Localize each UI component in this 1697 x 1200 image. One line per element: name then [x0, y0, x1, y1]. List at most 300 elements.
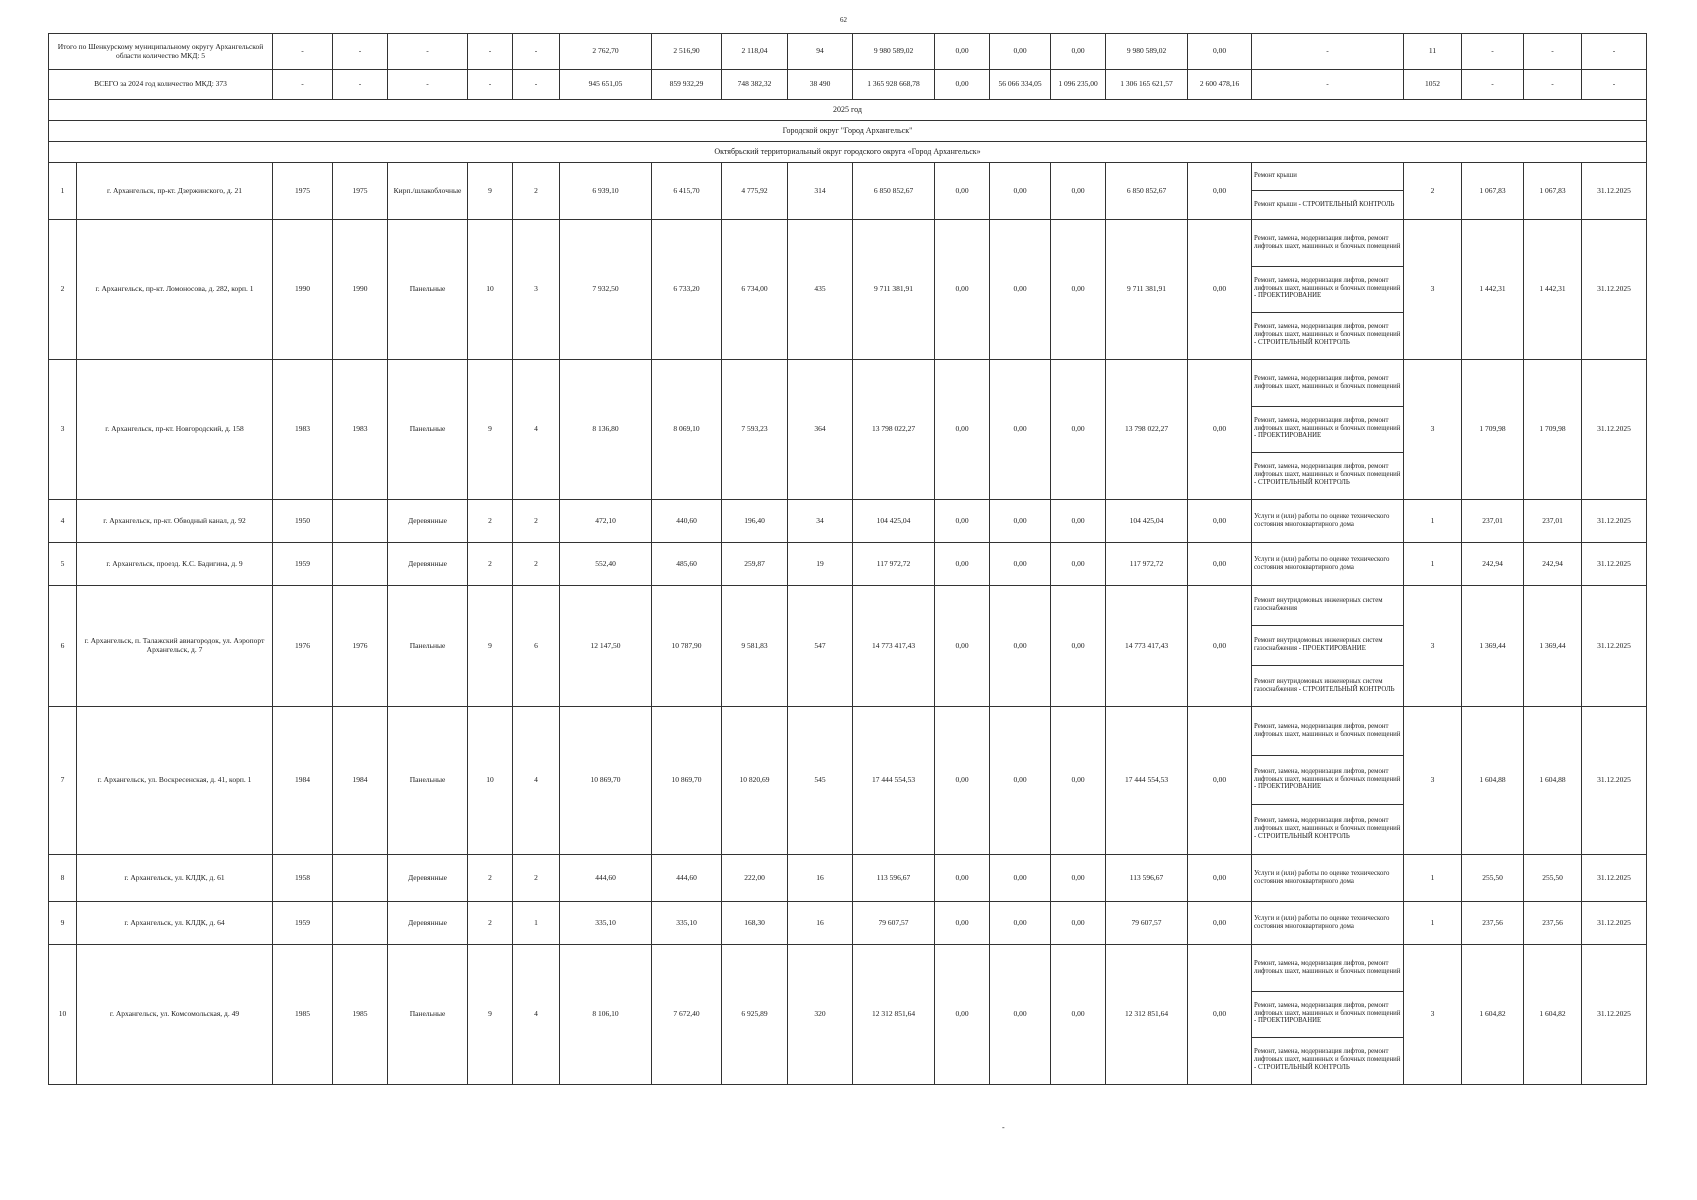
cell-f1: 0,00 — [935, 707, 990, 855]
cell-f1: 0,00 — [935, 360, 990, 500]
cell-f4: 14 773 417,43 — [1106, 586, 1188, 707]
summary-cell-owners_area: 2 118,04 — [722, 34, 788, 70]
cell-a2: 7 672,40 — [652, 945, 722, 1085]
cell-lc: 1 709,98 — [1524, 360, 1582, 500]
cell-f5: 0,00 — [1188, 360, 1252, 500]
cell-a1: 6 939,10 — [560, 163, 652, 220]
cell-cost: 13 798 022,27 — [853, 360, 935, 500]
cell-wc: 1 — [1404, 543, 1462, 586]
cell-f2: 0,00 — [990, 543, 1051, 586]
work-item-text: Ремонт, замена, модернизация лифтов, ремонт лифтовых шахт, машинных и блочных помещений - СТРОИТЕЛЬНЫЙ КОНТРОЛЬ — [1254, 817, 1401, 840]
cell-y1: 1975 — [273, 163, 333, 220]
summary-cell-deadline: - — [1582, 34, 1647, 70]
cell-f1: 0,00 — [935, 543, 990, 586]
cell-ent: 1 — [513, 902, 560, 945]
cell-fl: 9 — [468, 586, 513, 707]
summary-row — [49, 34, 1647, 70]
cell-a1: 444,60 — [560, 855, 652, 902]
cell-uc: 237,56 — [1462, 902, 1524, 945]
cell-f3: 0,00 — [1051, 220, 1106, 360]
cell-a1: 552,40 — [560, 543, 652, 586]
cell-f3: 0,00 — [1051, 855, 1106, 902]
cell-uc: 1 442,31 — [1462, 220, 1524, 360]
cell-a2: 6 415,70 — [652, 163, 722, 220]
summary-cell-total_area: 945 651,05 — [560, 70, 652, 100]
cell-a1: 472,10 — [560, 500, 652, 543]
section-header-district: Октябрьский территориальный округ городского округа «Город Архангельск» — [49, 142, 1647, 163]
cell-f2: 0,00 — [990, 707, 1051, 855]
cell-y2: 1976 — [333, 586, 388, 707]
cell-y1: 1959 — [273, 543, 333, 586]
section-header-row — [49, 100, 1647, 121]
summary-cell-c5: - — [513, 34, 560, 70]
cell-y2: 1984 — [333, 707, 388, 855]
summary-cell-works: - — [1252, 70, 1404, 100]
summary-cell-fund_fr: 0,00 — [935, 34, 990, 70]
work-item — [1252, 407, 1403, 453]
work-item — [1252, 756, 1403, 805]
cell-fl: 9 — [468, 360, 513, 500]
cell-a3: 6 925,89 — [722, 945, 788, 1085]
summary-cell-unit_cost: - — [1462, 70, 1524, 100]
cell-addr: г. Архангельск, пр-кт. Ломоносова, д. 282, корп. 1 — [77, 220, 273, 360]
cell-addr: г. Архангельск, проезд. К.С. Бадигина, д. 9 — [77, 543, 273, 586]
table-row — [49, 163, 1647, 220]
cell-ent: 4 — [513, 707, 560, 855]
summary-cell-total_area: 2 762,70 — [560, 34, 652, 70]
cell-f2: 0,00 — [990, 855, 1051, 902]
work-item — [1252, 946, 1403, 992]
cell-a3: 222,00 — [722, 855, 788, 902]
cell-a3: 168,30 — [722, 902, 788, 945]
cell-wc: 3 — [1404, 586, 1462, 707]
summary-cell-fund_local: 1 096 235,00 — [1051, 70, 1106, 100]
cell-f4: 113 596,67 — [1106, 855, 1188, 902]
cell-wc: 3 — [1404, 220, 1462, 360]
cell-f4: 117 972,72 — [1106, 543, 1188, 586]
cell-n: 4 — [49, 500, 77, 543]
cell-cost: 17 444 554,53 — [853, 707, 935, 855]
cell-ent: 4 — [513, 360, 560, 500]
cell-cost: 6 850 852,67 — [853, 163, 935, 220]
cell-dl: 31.12.2025 — [1582, 543, 1647, 586]
table-row — [49, 586, 1647, 707]
cell-uc: 255,50 — [1462, 855, 1524, 902]
cell-f3: 0,00 — [1051, 945, 1106, 1085]
cell-a2: 8 069,10 — [652, 360, 722, 500]
cell-fl: 2 — [468, 855, 513, 902]
cell-ent: 3 — [513, 220, 560, 360]
work-item — [1252, 707, 1403, 756]
cell-uc: 1 369,44 — [1462, 586, 1524, 707]
cell-lc: 1 067,83 — [1524, 163, 1582, 220]
work-item-text: Ремонт, замена, модернизация лифтов, ремонт лифтовых шахт, машинных и блочных помещений - СТРОИТЕЛЬНЫЙ КОНТРОЛЬ — [1254, 463, 1401, 486]
cell-res: 545 — [788, 707, 853, 855]
cell-f2: 0,00 — [990, 945, 1051, 1085]
cell-n: 7 — [49, 707, 77, 855]
cell-lc: 255,50 — [1524, 855, 1582, 902]
cell-dl: 31.12.2025 — [1582, 707, 1647, 855]
cell-y1: 1958 — [273, 855, 333, 902]
cell-wc: 3 — [1404, 707, 1462, 855]
summary-cell-c2: - — [333, 34, 388, 70]
summary-cell-c3: - — [388, 34, 468, 70]
cell-f3: 0,00 — [1051, 586, 1106, 707]
cell-f1: 0,00 — [935, 902, 990, 945]
summary-label: Итого по Шенкурскому муниципальному округу Архангельской области количество МКД: 5 — [49, 34, 273, 70]
work-item-text: Услуги и (или) работы по оценке технического состояния многоквартирного дома — [1254, 914, 1390, 930]
cell-f4: 9 711 381,91 — [1106, 220, 1188, 360]
summary-cell-fund_fr: 0,00 — [935, 70, 990, 100]
summary-cell-c3: - — [388, 70, 468, 100]
cell-f5: 0,00 — [1188, 945, 1252, 1085]
cell-n: 9 — [49, 902, 77, 945]
cell-f5: 0,00 — [1188, 902, 1252, 945]
cell-f5: 0,00 — [1188, 586, 1252, 707]
work-item — [1252, 500, 1403, 542]
works-cell — [1252, 500, 1404, 543]
section-header-city: Городской округ "Город Архангельск" — [49, 121, 1647, 142]
cell-mat: Кирп./шлакоблочные — [388, 163, 468, 220]
cell-f3: 0,00 — [1051, 500, 1106, 543]
cell-fl: 2 — [468, 902, 513, 945]
cell-mat: Панельные — [388, 945, 468, 1085]
work-item-text: Ремонт внутридомовых инженерных систем газоснабжения - СТРОИТЕЛЬНЫЙ КОНТРОЛЬ — [1254, 677, 1395, 693]
cell-f2: 0,00 — [990, 586, 1051, 707]
cell-mat: Панельные — [388, 707, 468, 855]
table-row — [49, 220, 1647, 360]
table-row — [49, 902, 1647, 945]
work-item — [1252, 992, 1403, 1038]
work-item — [1252, 1038, 1403, 1084]
summary-cell-c1: - — [273, 70, 333, 100]
table-row — [49, 855, 1647, 902]
cell-ent: 2 — [513, 500, 560, 543]
repair-program-table — [48, 33, 1647, 1085]
summary-cell-fund_owners: 9 980 589,02 — [1106, 34, 1188, 70]
summary-cell-c4: - — [468, 70, 513, 100]
section-header-row — [49, 142, 1647, 163]
cell-dl: 31.12.2025 — [1582, 360, 1647, 500]
cell-n: 1 — [49, 163, 77, 220]
work-item-text: Ремонт, замена, модернизация лифтов, ремонт лифтовых шахт, машинных и блочных помещений - СТРОИТЕЛЬНЫЙ КОНТРОЛЬ — [1254, 1048, 1401, 1071]
cell-addr: г. Архангельск, пр-кт. Дзержинского, д. 21 — [77, 163, 273, 220]
work-item — [1252, 361, 1403, 407]
cell-a3: 6 734,00 — [722, 220, 788, 360]
table-row — [49, 360, 1647, 500]
cell-f5: 0,00 — [1188, 163, 1252, 220]
cell-dl: 31.12.2025 — [1582, 855, 1647, 902]
cell-fl: 10 — [468, 707, 513, 855]
summary-cell-fund_region: 0,00 — [990, 34, 1051, 70]
cell-y2 — [333, 902, 388, 945]
work-item — [1252, 855, 1403, 901]
cell-y1: 1990 — [273, 220, 333, 360]
cell-ent: 2 — [513, 855, 560, 902]
cell-uc: 1 067,83 — [1462, 163, 1524, 220]
works-cell — [1252, 163, 1404, 220]
cell-lc: 237,01 — [1524, 500, 1582, 543]
work-item — [1252, 163, 1403, 191]
cell-n: 3 — [49, 360, 77, 500]
footer-mark: - — [1002, 1123, 1005, 1132]
work-item-text: Ремонт крыши — [1254, 172, 1297, 180]
summary-cell-unit_cost: - — [1462, 34, 1524, 70]
work-item — [1252, 221, 1403, 267]
section-header-row — [49, 121, 1647, 142]
cell-ent: 6 — [513, 586, 560, 707]
work-item — [1252, 453, 1403, 499]
cell-wc: 3 — [1404, 360, 1462, 500]
cell-n: 8 — [49, 855, 77, 902]
summary-cell-residents: 94 — [788, 34, 853, 70]
cell-f2: 0,00 — [990, 220, 1051, 360]
cell-f3: 0,00 — [1051, 360, 1106, 500]
works-cell — [1252, 586, 1404, 707]
cell-f4: 17 444 554,53 — [1106, 707, 1188, 855]
summary-cell-residents: 38 490 — [788, 70, 853, 100]
cell-f5: 0,00 — [1188, 855, 1252, 902]
cell-y2 — [333, 543, 388, 586]
cell-addr: г. Архангельск, п. Талажский авиагородок, ул. Аэропорт Архангельск, д. 7 — [77, 586, 273, 707]
cell-a1: 335,10 — [560, 902, 652, 945]
cell-a2: 335,10 — [652, 902, 722, 945]
work-item-text: Ремонт внутридомовых инженерных систем газоснабжения - ПРОЕКТИРОВАНИЕ — [1254, 637, 1383, 652]
cell-addr: г. Архангельск, ул. Комсомольская, д. 49 — [77, 945, 273, 1085]
summary-cell-works: - — [1252, 34, 1404, 70]
cell-dl: 31.12.2025 — [1582, 220, 1647, 360]
cell-dl: 31.12.2025 — [1582, 163, 1647, 220]
cell-f1: 0,00 — [935, 945, 990, 1085]
cell-y1: 1985 — [273, 945, 333, 1085]
cell-f1: 0,00 — [935, 220, 990, 360]
cell-f3: 0,00 — [1051, 163, 1106, 220]
work-item-text: Ремонт, замена, модернизация лифтов, ремонт лифтовых шахт, машинных и блочных помещений - ПРОЕКТИРОВАНИЕ — [1254, 1001, 1401, 1025]
cell-addr: г. Архангельск, ул. КЛДК, д. 61 — [77, 855, 273, 902]
summary-cell-total_cost: 1 365 928 668,78 — [853, 70, 935, 100]
work-item-text: Ремонт, замена, модернизация лифтов, ремонт лифтовых шахт, машинных и блочных помещений - ПРОЕКТИРОВАНИЕ — [1254, 276, 1401, 300]
cell-dl: 31.12.2025 — [1582, 500, 1647, 543]
work-item-text: Ремонт, замена, модернизация лифтов, ремонт лифтовых шахт, машинных и блочных помещений — [1254, 234, 1401, 250]
cell-addr: г. Архангельск, пр-кт. Обводный канал, д. 92 — [77, 500, 273, 543]
cell-lc: 237,56 — [1524, 902, 1582, 945]
cell-y2: 1983 — [333, 360, 388, 500]
work-item — [1252, 543, 1403, 585]
cell-uc: 1 604,82 — [1462, 945, 1524, 1085]
summary-cell-works_count: 11 — [1404, 34, 1462, 70]
summary-cell-c4: - — [468, 34, 513, 70]
summary-cell-living_area: 859 932,29 — [652, 70, 722, 100]
work-item-text: Ремонт, замена, модернизация лифтов, ремонт лифтовых шахт, машинных и блочных помещений — [1254, 959, 1401, 975]
work-item — [1252, 902, 1403, 944]
cell-wc: 3 — [1404, 945, 1462, 1085]
cell-uc: 1 709,98 — [1462, 360, 1524, 500]
cell-res: 19 — [788, 543, 853, 586]
table-row — [49, 707, 1647, 855]
cell-dl: 31.12.2025 — [1582, 586, 1647, 707]
cell-lc: 1 369,44 — [1524, 586, 1582, 707]
cell-mat: Деревянные — [388, 902, 468, 945]
cell-a3: 9 581,83 — [722, 586, 788, 707]
cell-res: 314 — [788, 163, 853, 220]
works-cell — [1252, 855, 1404, 902]
cell-f3: 0,00 — [1051, 543, 1106, 586]
cell-uc: 1 604,88 — [1462, 707, 1524, 855]
cell-f3: 0,00 — [1051, 707, 1106, 855]
cell-a2: 10 787,90 — [652, 586, 722, 707]
cell-f2: 0,00 — [990, 360, 1051, 500]
works-cell — [1252, 543, 1404, 586]
work-item — [1252, 313, 1403, 359]
summary-cell-limit_cost: - — [1524, 70, 1582, 100]
cell-f5: 0,00 — [1188, 543, 1252, 586]
cell-ent: 4 — [513, 945, 560, 1085]
cell-a2: 440,60 — [652, 500, 722, 543]
summary-cell-fund_local: 0,00 — [1051, 34, 1106, 70]
works-cell — [1252, 220, 1404, 360]
cell-f2: 0,00 — [990, 500, 1051, 543]
work-item — [1252, 626, 1403, 666]
cell-mat: Панельные — [388, 586, 468, 707]
cell-lc: 242,94 — [1524, 543, 1582, 586]
cell-cost: 9 711 381,91 — [853, 220, 935, 360]
cell-f4: 79 607,57 — [1106, 902, 1188, 945]
cell-fl: 2 — [468, 543, 513, 586]
cell-res: 34 — [788, 500, 853, 543]
cell-a3: 196,40 — [722, 500, 788, 543]
cell-lc: 1 604,82 — [1524, 945, 1582, 1085]
cell-wc: 1 — [1404, 902, 1462, 945]
cell-res: 435 — [788, 220, 853, 360]
cell-y1: 1976 — [273, 586, 333, 707]
cell-a1: 8 136,80 — [560, 360, 652, 500]
page-number: 62 — [840, 16, 847, 24]
cell-a1: 12 147,50 — [560, 586, 652, 707]
cell-y2: 1990 — [333, 220, 388, 360]
cell-wc: 1 — [1404, 855, 1462, 902]
works-cell — [1252, 707, 1404, 855]
cell-dl: 31.12.2025 — [1582, 902, 1647, 945]
work-item-text: Ремонт внутридомовых инженерных систем газоснабжения — [1254, 597, 1383, 612]
cell-f5: 0,00 — [1188, 220, 1252, 360]
cell-a2: 10 869,70 — [652, 707, 722, 855]
cell-fl: 2 — [468, 500, 513, 543]
cell-a3: 4 775,92 — [722, 163, 788, 220]
works-cell — [1252, 360, 1404, 500]
cell-lc: 1 604,88 — [1524, 707, 1582, 855]
cell-f4: 13 798 022,27 — [1106, 360, 1188, 500]
cell-a2: 485,60 — [652, 543, 722, 586]
work-item-text: Ремонт, замена, модернизация лифтов, ремонт лифтовых шахт, машинных и блочных помещений - ПРОЕКТИРОВАНИЕ — [1254, 767, 1401, 791]
cell-dl: 31.12.2025 — [1582, 945, 1647, 1085]
cell-n: 2 — [49, 220, 77, 360]
work-item — [1252, 666, 1403, 706]
summary-row — [49, 70, 1647, 100]
cell-f4: 6 850 852,67 — [1106, 163, 1188, 220]
cell-y1: 1983 — [273, 360, 333, 500]
summary-cell-deadline: - — [1582, 70, 1647, 100]
cell-fl: 9 — [468, 945, 513, 1085]
cell-f4: 104 425,04 — [1106, 500, 1188, 543]
cell-a2: 6 733,20 — [652, 220, 722, 360]
cell-a1: 7 932,50 — [560, 220, 652, 360]
table-row — [49, 500, 1647, 543]
work-item-text: Услуги и (или) работы по оценке технического состояния многоквартирного дома — [1254, 869, 1390, 885]
cell-wc: 1 — [1404, 500, 1462, 543]
cell-cost: 14 773 417,43 — [853, 586, 935, 707]
table-row — [49, 945, 1647, 1085]
cell-fl: 9 — [468, 163, 513, 220]
cell-res: 364 — [788, 360, 853, 500]
summary-cell-total_cost: 9 980 589,02 — [853, 34, 935, 70]
cell-y2 — [333, 855, 388, 902]
works-cell — [1252, 945, 1404, 1085]
cell-a3: 7 593,23 — [722, 360, 788, 500]
work-item — [1252, 805, 1403, 854]
cell-uc: 237,01 — [1462, 500, 1524, 543]
cell-a1: 8 106,10 — [560, 945, 652, 1085]
cell-addr: г. Архангельск, ул. Воскресенская, д. 41, корп. 1 — [77, 707, 273, 855]
work-item-text: Ремонт, замена, модернизация лифтов, ремонт лифтовых шахт, машинных и блочных помещений - ПРОЕКТИРОВАНИЕ — [1254, 416, 1401, 440]
cell-cost: 104 425,04 — [853, 500, 935, 543]
summary-cell-works_count: 1052 — [1404, 70, 1462, 100]
cell-mat: Панельные — [388, 360, 468, 500]
cell-res: 547 — [788, 586, 853, 707]
cell-uc: 242,94 — [1462, 543, 1524, 586]
cell-y1: 1959 — [273, 902, 333, 945]
cell-f3: 0,00 — [1051, 902, 1106, 945]
cell-f5: 0,00 — [1188, 707, 1252, 855]
cell-y2: 1985 — [333, 945, 388, 1085]
cell-cost: 12 312 851,64 — [853, 945, 935, 1085]
work-item-text: Услуги и (или) работы по оценке технического состояния многоквартирного дома — [1254, 512, 1390, 528]
cell-cost: 117 972,72 — [853, 543, 935, 586]
summary-cell-limit_cost: - — [1524, 34, 1582, 70]
cell-mat: Деревянные — [388, 500, 468, 543]
cell-fl: 10 — [468, 220, 513, 360]
cell-a1: 10 869,70 — [560, 707, 652, 855]
work-item-text: Ремонт, замена, модернизация лифтов, ремонт лифтовых шахт, машинных и блочных помещений — [1254, 374, 1401, 390]
cell-y1: 1950 — [273, 500, 333, 543]
work-item-text: Ремонт, замена, модернизация лифтов, ремонт лифтовых шахт, машинных и блочных помещений — [1254, 722, 1401, 738]
cell-y2 — [333, 500, 388, 543]
cell-ent: 2 — [513, 163, 560, 220]
works-cell — [1252, 902, 1404, 945]
work-item — [1252, 267, 1403, 313]
cell-addr: г. Архангельск, пр-кт. Новгородский, д. 158 — [77, 360, 273, 500]
summary-cell-owners_area: 748 382,32 — [722, 70, 788, 100]
summary-label: ВСЕГО за 2024 год количество МКД: 373 — [49, 70, 273, 100]
summary-cell-fund_other: 0,00 — [1188, 34, 1252, 70]
work-item — [1252, 191, 1403, 219]
work-item-text: Ремонт крыши - СТРОИТЕЛЬНЫЙ КОНТРОЛЬ — [1254, 200, 1395, 208]
work-item-text: Ремонт, замена, модернизация лифтов, ремонт лифтовых шахт, машинных и блочных помещений - СТРОИТЕЛЬНЫЙ КОНТРОЛЬ — [1254, 323, 1401, 346]
cell-res: 16 — [788, 902, 853, 945]
summary-cell-fund_owners: 1 306 165 621,57 — [1106, 70, 1188, 100]
summary-cell-fund_other: 2 600 478,16 — [1188, 70, 1252, 100]
cell-f4: 12 312 851,64 — [1106, 945, 1188, 1085]
cell-a3: 259,87 — [722, 543, 788, 586]
cell-cost: 79 607,57 — [853, 902, 935, 945]
cell-n: 5 — [49, 543, 77, 586]
cell-f2: 0,00 — [990, 902, 1051, 945]
cell-y1: 1984 — [273, 707, 333, 855]
cell-f1: 0,00 — [935, 855, 990, 902]
cell-ent: 2 — [513, 543, 560, 586]
cell-res: 16 — [788, 855, 853, 902]
cell-lc: 1 442,31 — [1524, 220, 1582, 360]
cell-f1: 0,00 — [935, 163, 990, 220]
